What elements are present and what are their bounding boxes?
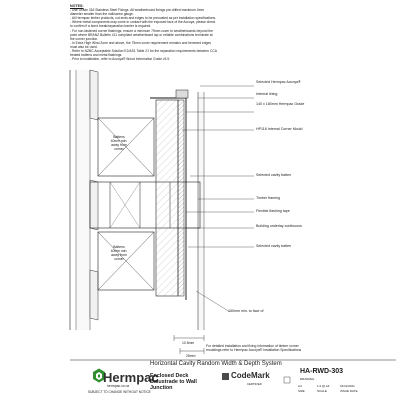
note-line: - All Hermpac timber products, cut ends and edges to be precoated as per installation specifications. xyxy=(70,16,217,21)
issue-date: 01/11/2021 xyxy=(340,384,355,388)
scale-value: 1:2 @ A4 xyxy=(317,384,330,388)
callout-window-door-face: 150mm min. to face of xyxy=(228,309,264,313)
callout-internal-corner-mould: HP118 Internal Corner Mould xyxy=(256,127,303,131)
note-line: - Prior to installation, refer to Accoya® Wood Information Guide v3.9. xyxy=(70,57,171,62)
cavity-batten-top xyxy=(176,90,188,98)
note-line: - For non-fastened corner flashings, ensure a minimum 75mm cover to weatherboards beyond the xyxy=(70,28,213,33)
scale-label: SCALE xyxy=(317,389,327,393)
callout-flexible-flashing-tape: Flexible flashing tape xyxy=(256,209,290,213)
batten-label-lower: Battens 40mm min. away from corner xyxy=(110,245,128,261)
note-line: treated battens and metal flashings. xyxy=(70,53,123,58)
codemark-certified: CERTIFIED xyxy=(247,382,262,386)
drawing-number-label: DRAWING xyxy=(300,377,315,381)
callout-cladding: Selected Hermpac Accoya® xyxy=(256,80,301,84)
dim-text-small: 10.5mm xyxy=(182,341,195,345)
brand-disclaimer: SUBJECT TO CHANGE WITHOUT NOTICE xyxy=(88,390,151,394)
callout-corner-flashing: 140 x 180mm Hermpac Grade xyxy=(256,102,305,106)
drawing-number: HA-RWD-303 xyxy=(300,368,344,375)
weatherboard-profile xyxy=(90,70,98,320)
note-line: - In Extra High Wind Zone and above, the 75mm cover requirement remains and hemmed edges xyxy=(70,40,211,45)
cavity-zone xyxy=(76,70,90,330)
footer-note: For detailed installation and fixing information of timber corner mouldings refer to Hermpac Accoya® Installation Specifications xyxy=(206,344,302,353)
size-label: SIZE xyxy=(298,389,305,393)
brand-url: hermpac.co.nz xyxy=(107,384,130,388)
size-box-icon xyxy=(284,377,290,383)
note-line: - Where metal components may come in contact with the exposed face of the Accoya, please check xyxy=(70,20,216,25)
brand-name: Hermpac xyxy=(103,370,159,385)
callout-building-underlay: Building underlay continuous xyxy=(256,224,302,228)
note-line: to confirm if a bond break/separation barrier is required. xyxy=(70,24,152,29)
note-line: point where BRANZ Bulletin 411 compliant weatherboard lap or reliable combinations terminate at xyxy=(70,32,213,37)
date-label: ISSUE DATE xyxy=(340,389,358,393)
note-line: the corner junction. xyxy=(70,36,99,41)
drawing-title: Horizontal Cavity Random Width & Depth System xyxy=(150,361,282,367)
note-line: must also be used. xyxy=(70,44,98,49)
sheet-size: A4 xyxy=(298,384,302,388)
right-cladding xyxy=(198,92,204,330)
callout-cavity-batten: Selected cavity batten xyxy=(256,173,292,177)
callout-cavity-batten-lower: Selected cavity batten xyxy=(256,244,292,248)
codemark-logo: CodeMark xyxy=(231,371,270,380)
note-line: - Refer to NZBC Acceptable Solution E2/AS1 Table 21 for the separation requirements between CCA xyxy=(70,49,217,54)
codemark-mark-icon xyxy=(222,373,229,380)
callout-timber-framing: Timber framing xyxy=(256,196,281,200)
drawing-subtitle: Enclosed Deck Balustrade to Wall Junction xyxy=(150,373,197,391)
note-line: diameter smaller than the nail/screw gauge. xyxy=(70,12,134,17)
corner-post xyxy=(156,100,178,296)
notes-title: NOTES: xyxy=(70,4,84,8)
callout-internal-lining: Internal lining xyxy=(256,92,278,96)
note-line: - Use Grade 316 Stainless Steel Fixings. All weatherboard fixings pre-drilled maximum 4mm xyxy=(70,8,205,13)
batten-label-upper: Battens 40mm min. away from corner xyxy=(110,135,128,151)
corner-mould xyxy=(178,100,184,296)
dim-text-width: 28mm xyxy=(186,354,196,358)
